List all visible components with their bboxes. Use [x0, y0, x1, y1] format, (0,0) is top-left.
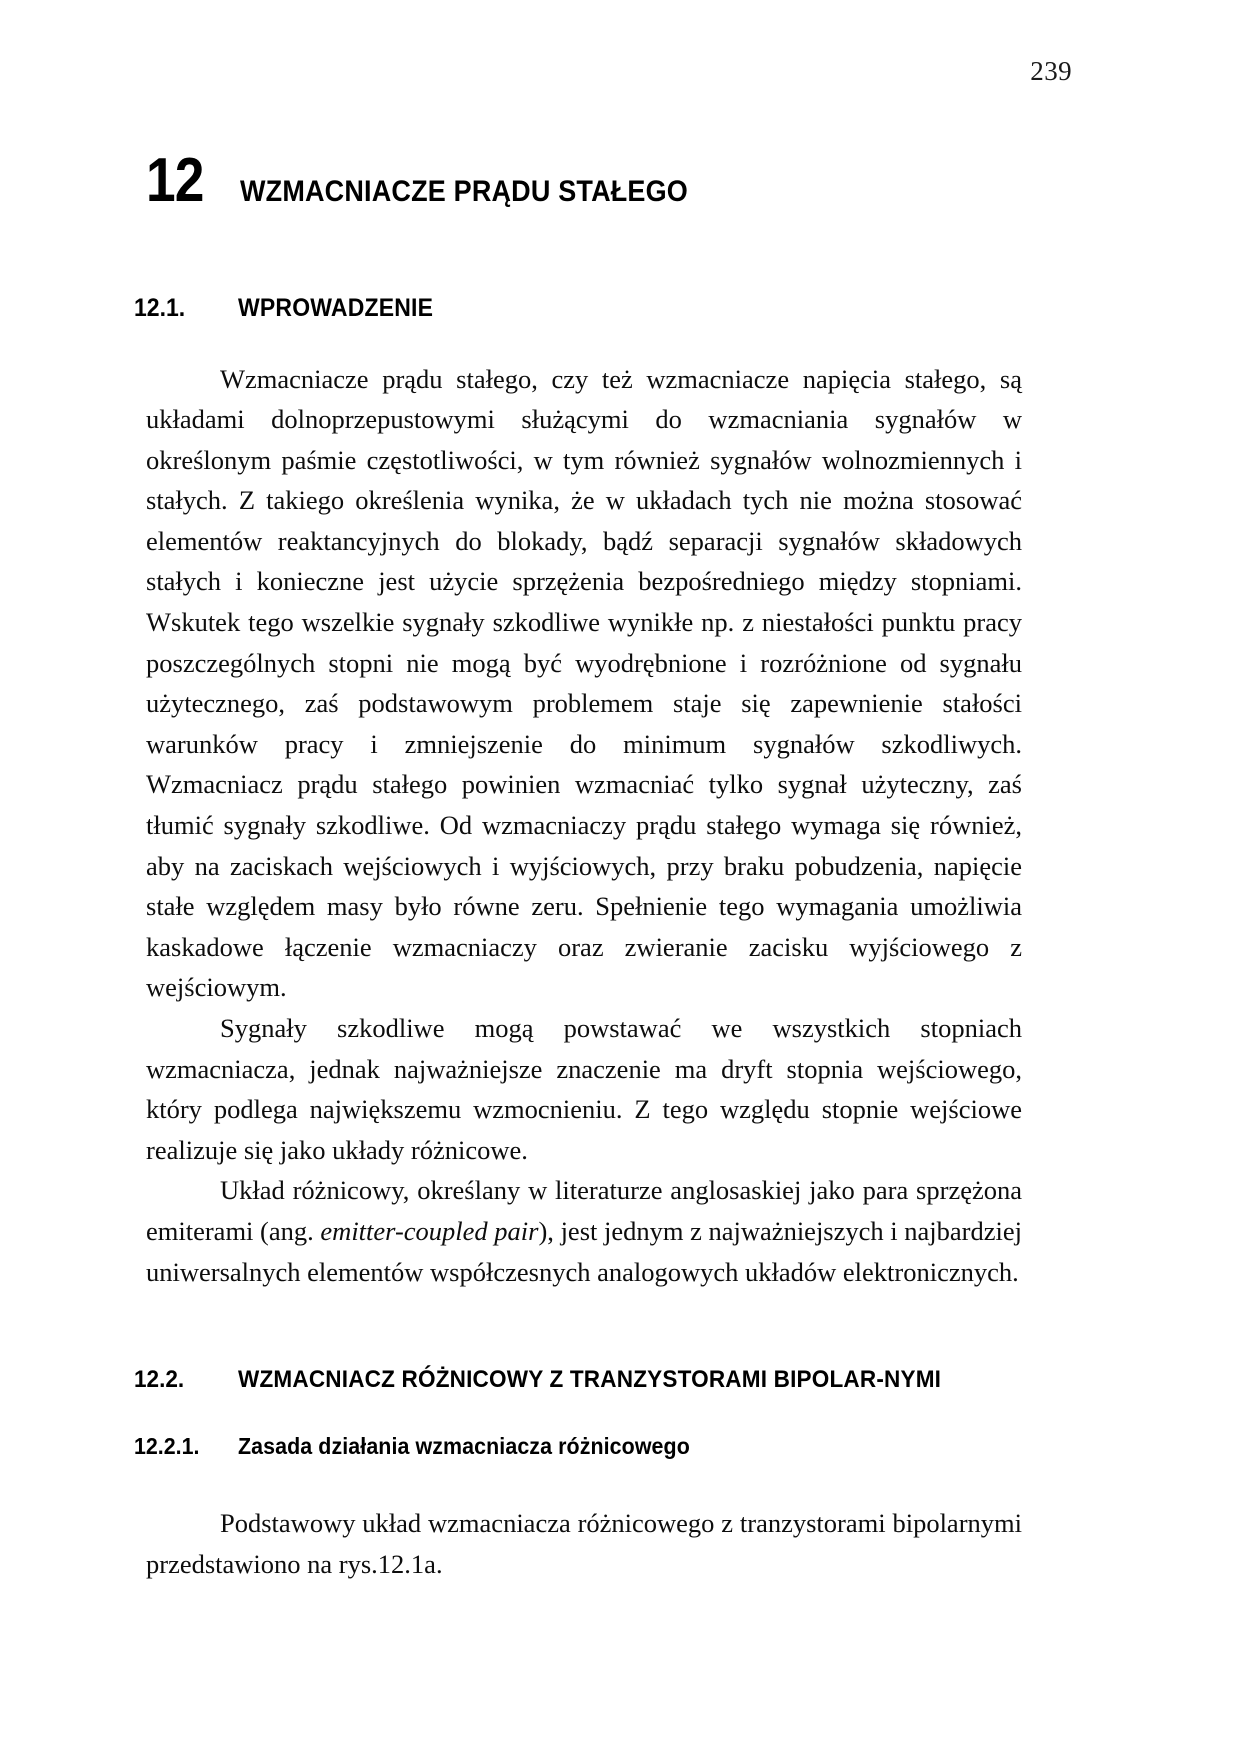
section-heading-12-1 [134, 294, 1022, 323]
section-heading-12-2-1 [134, 1433, 1022, 1460]
paragraph-3 [146, 1170, 1022, 1292]
paragraph-3-part-2: ), jest jednym z najważniejszych i najbardziej uniwersalnych elementów współczesnych analogowych układów elektronicznych. [146, 1215, 1022, 1287]
intro-paragraph-group [146, 359, 1022, 1293]
chapter-title-text: WZMACNIACZE PRĄDU STAŁEGO [240, 175, 688, 208]
paragraph-1: Wzmacniacze prądu stałego, czy też wzmacniacze napięcia stałego, są układami dolnoprzepustowymi służącymi do wzmacniania sygnałów w określonym paśmie częstotliwości, w tym również sygnałów wolnozmiennych i stałych. Z takiego określenia wynika, że w układach tych nie można stosować elementów reaktancyjnych do blokady, bądź separacji sygnałów składowych stałych i konieczne jest użycie sprzężenia bezpośredniego między stopniami. Wskutek tego wszelkie sygnały szkodliwe wynikłe np. z niestałości punktu pracy poszczególnych stopni nie mogą być wyodrębnione i rozróżnione od sygnału użytecznego, zaś podstawowym problemem staje się zapewnienie stałości warunków pracy i zmniejszenie do minimum sygnałów szkodliwych. Wzmacniacz prądu stałego powinien wzmacniać tylko sygnał użyteczny, zaś tłumić sygnały szkodliwe. Od wzmacniaczy prądu stałego wymaga się również, aby na zaciskach wejściowych i wyjściowych, przy braku pobudzenia, napięcie stałe względem masy było równe zeru. Spełnienie tego wymagania umożliwia kaskadowe łączenie wzmacniaczy oraz zwieranie zacisku wyjściowego z wejściowym. [146, 363, 1022, 1003]
page-content [134, 146, 1022, 1584]
section-heading-12-2 [134, 1366, 1022, 1395]
section-title-12-1: WPROWADZENIE [238, 294, 434, 322]
section-number-12-2: 12.2. [134, 1366, 185, 1394]
section-number-12-1: 12.1. [134, 294, 186, 322]
chapter-number: 12 [146, 146, 204, 215]
section-number-12-2-1: 12.2.1. [134, 1433, 200, 1460]
paragraph-2: Sygnały szkodliwe mogą powstawać we wszystkich stopniach wzmacniacza, jednak najważniejsze znaczenie ma dryft stopnia wejściowego, który podlega największemu wzmocnieniu. Z tego względu stopnie wejściowe realizuje się jako układy różnicowe. [146, 1013, 1022, 1165]
section-title-12-2: WZMACNIACZ RÓŻNICOWY Z TRANZYSTORAMI BIPOLAR-NYMI [238, 1366, 942, 1394]
paragraph-3-italic-term: emitter-coupled pair [320, 1215, 539, 1246]
page-number: 239 [1030, 56, 1072, 86]
paragraph-3-part-1: Układ różnicowy, określany w literaturze anglosaskiej jako para sprzężona emiterami (ang. [146, 1175, 1022, 1246]
section-title-12-2-1: Zasada działania wzmacniacza różnicowego [238, 1433, 690, 1460]
closing-paragraph-group [146, 1503, 1022, 1584]
chapter-heading [146, 146, 1022, 228]
paragraph-4: Podstawowy układ wzmacniacza różnicowego z tranzystorami bipolarnymi przedstawiono na rys.12.1a. [146, 1508, 1022, 1579]
